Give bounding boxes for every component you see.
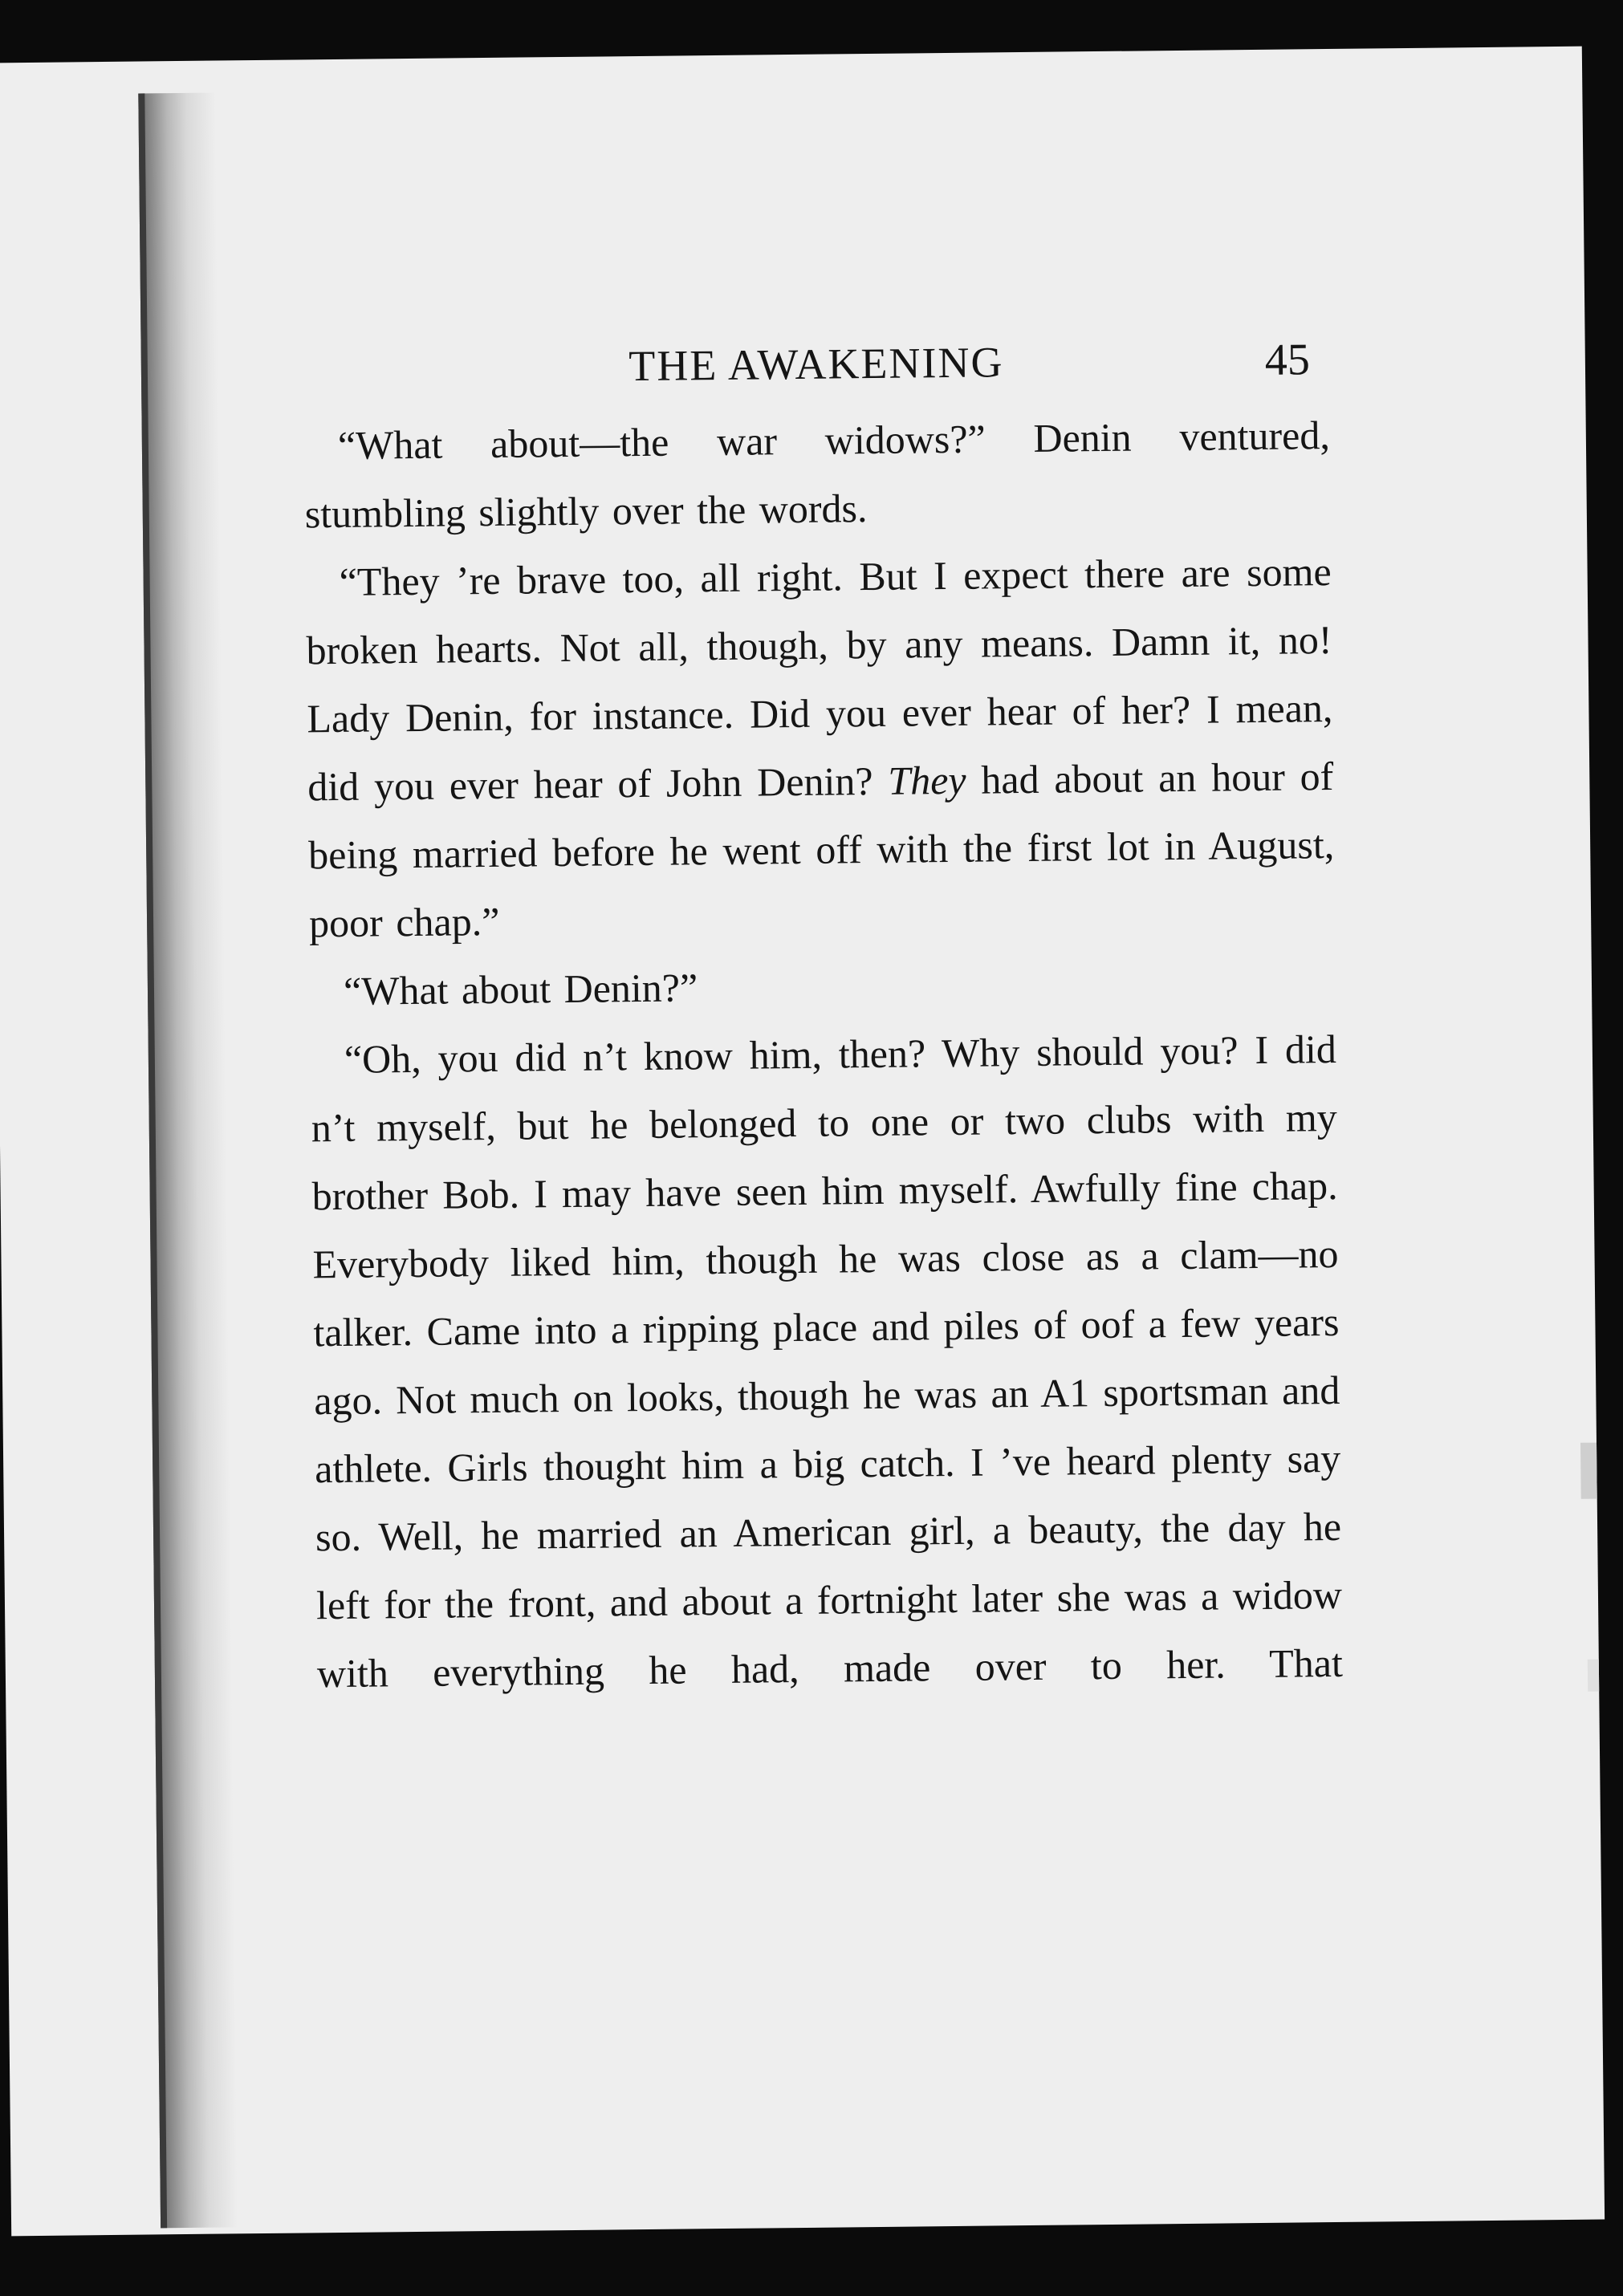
body-text [303, 401, 1343, 1708]
paragraph: “What about Denin?” [343, 965, 698, 1014]
paragraph-text: “They ’re brave too, all right. But I expect there are some broken hearts. Not all, though, by any means. Damn it, no! Lady Denin, for instance. Did you ever hear of her? I mean, did you ever hear of John Denin? [306, 548, 1333, 810]
page-number: 45 [1264, 335, 1311, 385]
italic-emphasis: They [888, 757, 966, 803]
paragraph [305, 538, 1335, 957]
text-block [303, 334, 1344, 1708]
running-title: THE AWAKENING [628, 338, 1004, 391]
paragraph: “What about—the war widows?” Denin ventured, stumbling slightly over the words. [304, 412, 1331, 537]
running-head [303, 334, 1330, 412]
paragraph: “Oh, you did n’t know him, then? Why should you? I did n’t myself, but he belonged to one or two clubs with my brother Bob. I may have seen him myself. Awfully fine chap. Everybody liked him, though he was close as a clam—no talker. Came into a ripping place and piles of oof a few years ago. Not much on looks, though he was an A1 sportsman and athlete. Girls thought him a big catch. I ’ve heard plenty say so. Well, he married an American girl, a beauty, the day he left for the front, and about a fortnight later she was a widow with everything he had, made over to her. That [311, 1026, 1344, 1697]
page-edge-scrap [1588, 1660, 1599, 1692]
book-page [0, 47, 1605, 2237]
paragraph-text: had about an hour of being married before he went off with the first lot in August, poor chap.” [307, 753, 1335, 946]
page-edge-scrap [1580, 1443, 1597, 1499]
